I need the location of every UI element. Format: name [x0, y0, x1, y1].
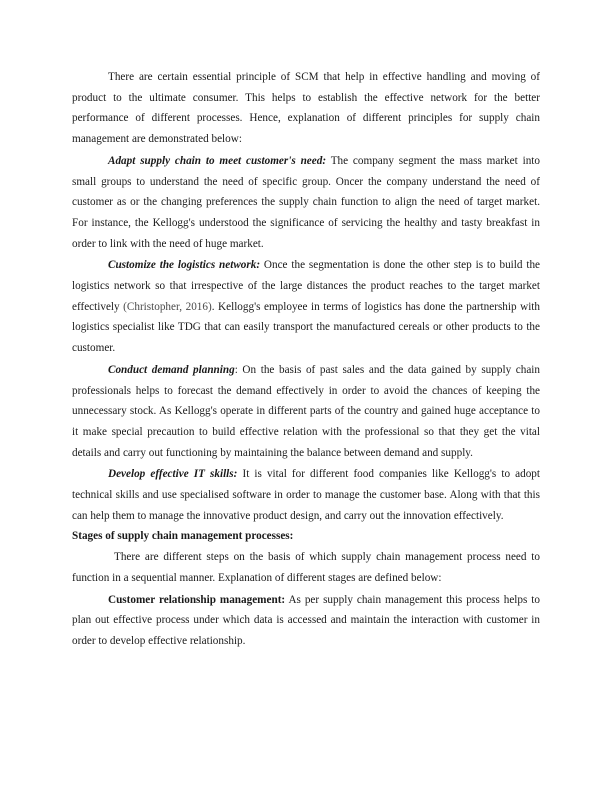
principle-demand-text: : On the basis of past sales and the data gained by supply chain professionals helps to forecast the demand effectively in order to avoid the chances of keeping the unnecessary stock. As Kellogg's operate in different parts of the country and gained huge acceptance to it make special precaution to build effective relation with the professional so that they get the vital details and carry out functioning by maintaining the balance between demand and supply. — [72, 363, 540, 459]
stage-crm-title: Customer relationship management: — [108, 593, 286, 606]
stage-crm-text: As per supply chain management this process helps to plan out effective process under which data is accessed and maintain the interaction with customer in order to develop effective relationship. — [72, 593, 540, 647]
principle-demand-paragraph — [72, 360, 540, 464]
stage-crm-paragraph — [72, 590, 540, 652]
stages-intro-paragraph: There are different steps on the basis of which supply chain management process need to function in a sequential manner. Explanation of different stages are defined below: — [72, 551, 540, 584]
stages-heading: Stages of supply chain management processes: — [72, 530, 294, 543]
principle-adapt-text: The company segment the mass market into small groups to understand the need of specific group. Oncer the company understand the need of customer as or the changing preferences the supply chain function to align the need of target market. For instance, the Kellogg's understood the significance of servicing the healthy and tasty breakfast in order to link with the need of huge market. — [72, 154, 540, 250]
principle-adapt-title: Adapt supply chain to meet customer's need: — [108, 154, 327, 167]
citation: (Christopher, 2016) — [123, 300, 212, 313]
principle-it-paragraph — [72, 464, 540, 526]
principle-it-text: It is vital for different food companies like Kellogg's to adopt technical skills and use specialised software in order to manage the customer base. Along with that this can help them to manage the innovative product design, and carry out the innovation effectively. — [72, 468, 540, 522]
principle-logistics-paragraph — [72, 255, 540, 359]
document-page — [72, 67, 540, 652]
principle-logistics-text: Once the segmentation is done the other step is to build the logistics network so that irrespective of the large distances the product reaches to the target market effectively — [72, 259, 540, 313]
principle-logistics-text-continued: . Kellogg's employee in terms of logistics has done the partnership with logistics specialist like TDG that can easily transport the manufactured cereals or other products to the customer. — [72, 300, 541, 355]
principle-adapt-paragraph — [72, 151, 540, 255]
principle-it-title: Develop effective IT skills: — [108, 468, 238, 481]
intro-paragraph: There are certain essential principle of SCM that help in effective handling and moving of product to the ultimate consumer. This helps to establish the effective network for the better performance of different processes. Hence, explanation of different principles for supply chain management are demonstrated below: — [72, 71, 540, 146]
principle-demand-title: Conduct demand planning — [108, 363, 235, 376]
principle-logistics-title: Customize the logistics network: — [108, 259, 261, 272]
